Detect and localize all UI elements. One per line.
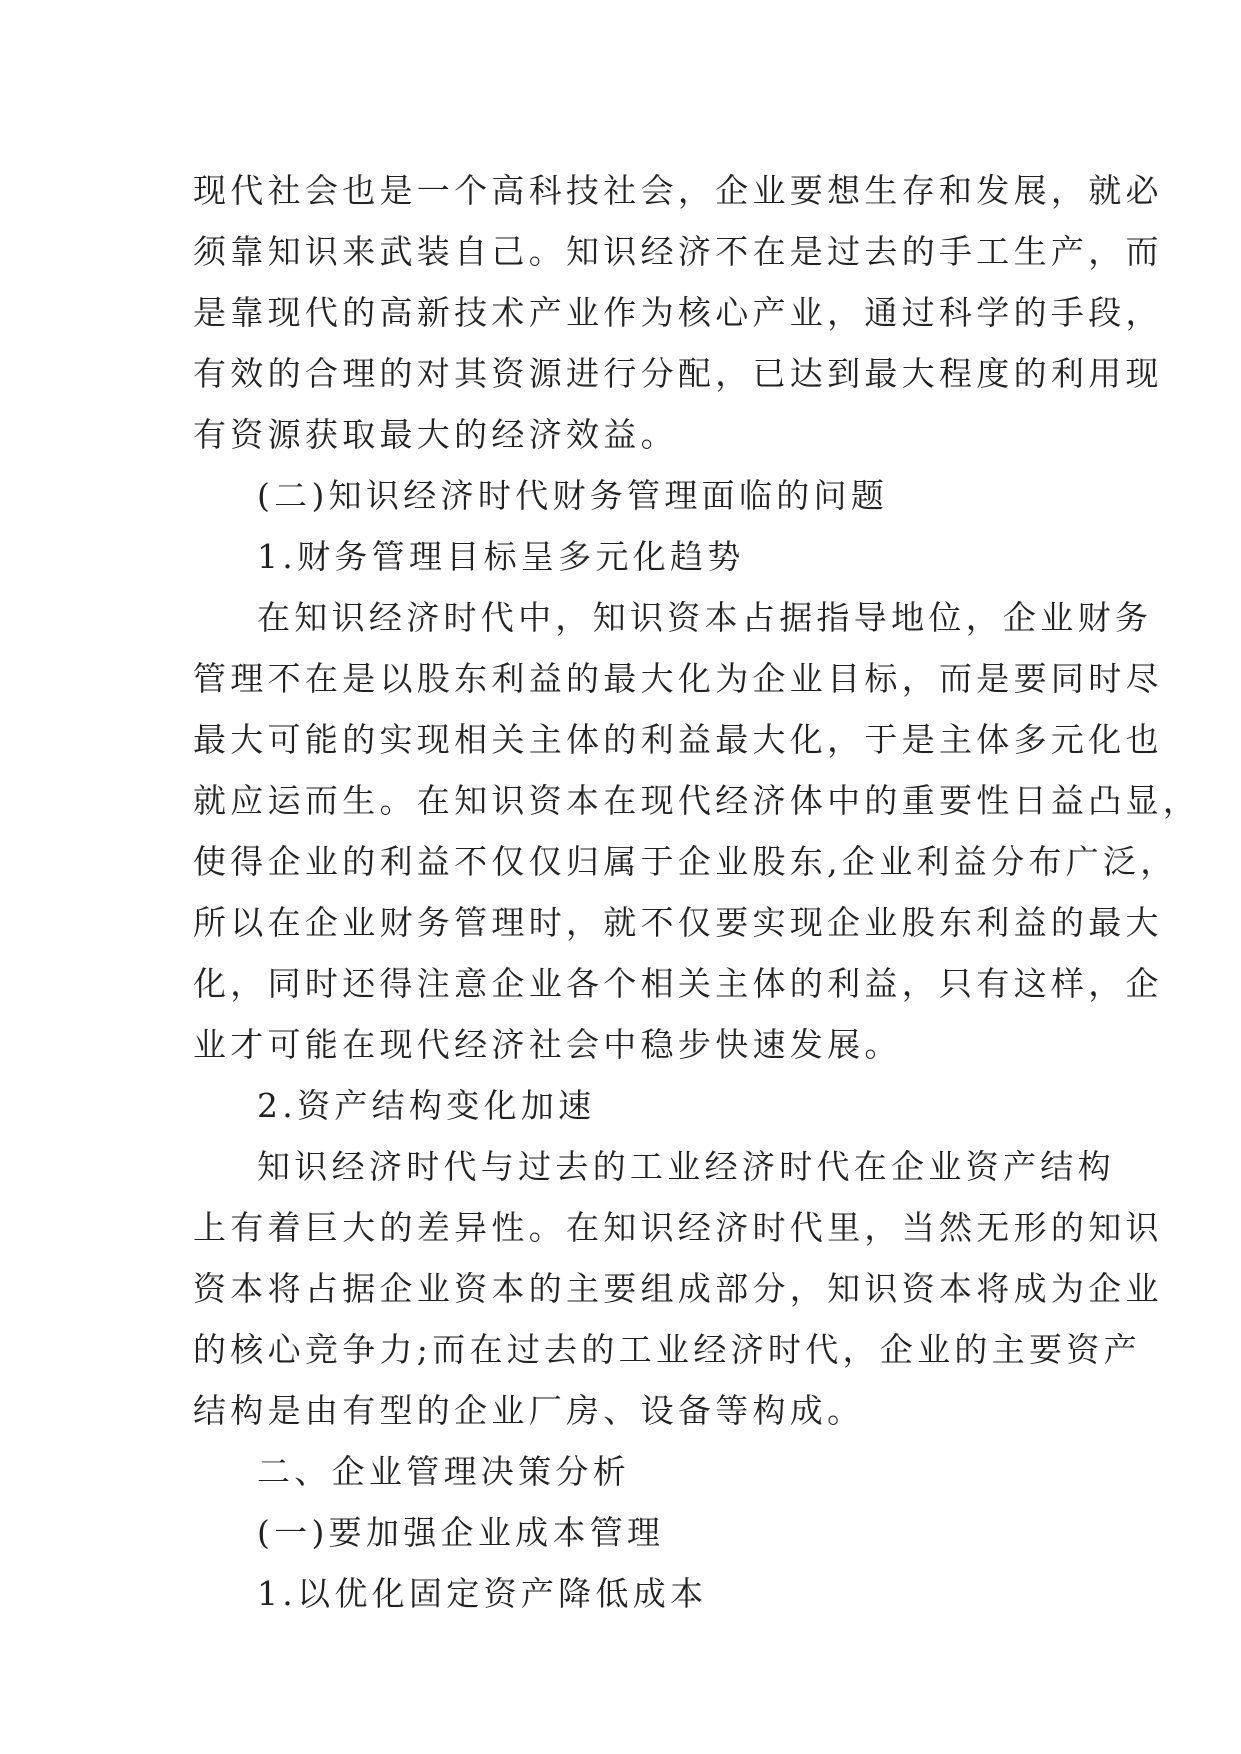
text-line: 是靠现代的高新技术产业作为核心产业，通过科学的手段， [193,293,1163,332]
text-line: 有资源获取最大的经济效益。 [193,415,678,454]
section-heading: (二)知识经济时代财务管理面临的问题 [257,476,889,515]
section-heading: (一)要加强企业成本管理 [257,1513,665,1552]
text-line: 管理不在是以股东利益的最大化为企业目标，而是要同时尽 [193,659,1163,698]
text-line: 资本将占据企业资本的主要组成部分，知识资本将成为企业 [193,1269,1163,1308]
body-text [193,160,1201,1624]
chapter-heading: 二、企业管理决策分析 [257,1452,630,1491]
subsection-heading: 1.财务管理目标呈多元化趋势 [257,537,745,576]
subsection-heading: 1.以优化固定资产降低成本 [257,1574,708,1613]
text-line: 化，同时还得注意企业各个相关主体的利益，只有这样，企 [193,964,1163,1003]
text-line: 上有着巨大的差异性。在知识经济时代里，当然无形的知识 [193,1208,1163,1247]
paragraph-start-line: 在知识经济时代中，知识资本占据指导地位，企业财务 [257,598,1153,637]
text-line: 就应运而生。在知识资本在现代经济体中的重要性日益凸显， [193,781,1201,820]
text-line: 最大可能的实现相关主体的利益最大化，于是主体多元化也 [193,720,1163,759]
text-line: 使得企业的利益不仅仅归属于企业股东,企业利益分布广泛， [193,842,1178,881]
text-line: 业才可能在现代经济社会中稳步快速发展。 [193,1025,902,1064]
subsection-heading: 2.资产结构变化加速 [257,1086,596,1125]
text-line: 须靠知识来武装自己。知识经济不在是过去的手工生产，而 [193,232,1163,271]
text-line: 现代社会也是一个高科技社会，企业要想生存和发展，就必 [193,171,1163,210]
text-line: 结构是由有型的企业厂房、设备等构成。 [193,1391,865,1430]
text-line: 所以在企业财务管理时，就不仅要实现企业股东利益的最大 [193,903,1163,942]
text-line: 的核心竞争力;而在过去的工业经济时代，企业的主要资产 [193,1330,1141,1369]
text-line: 有效的合理的对其资源进行分配，已达到最大程度的利用现 [193,354,1163,393]
paragraph-start-line: 知识经济时代与过去的工业经济时代在企业资产结构 [257,1147,1115,1186]
